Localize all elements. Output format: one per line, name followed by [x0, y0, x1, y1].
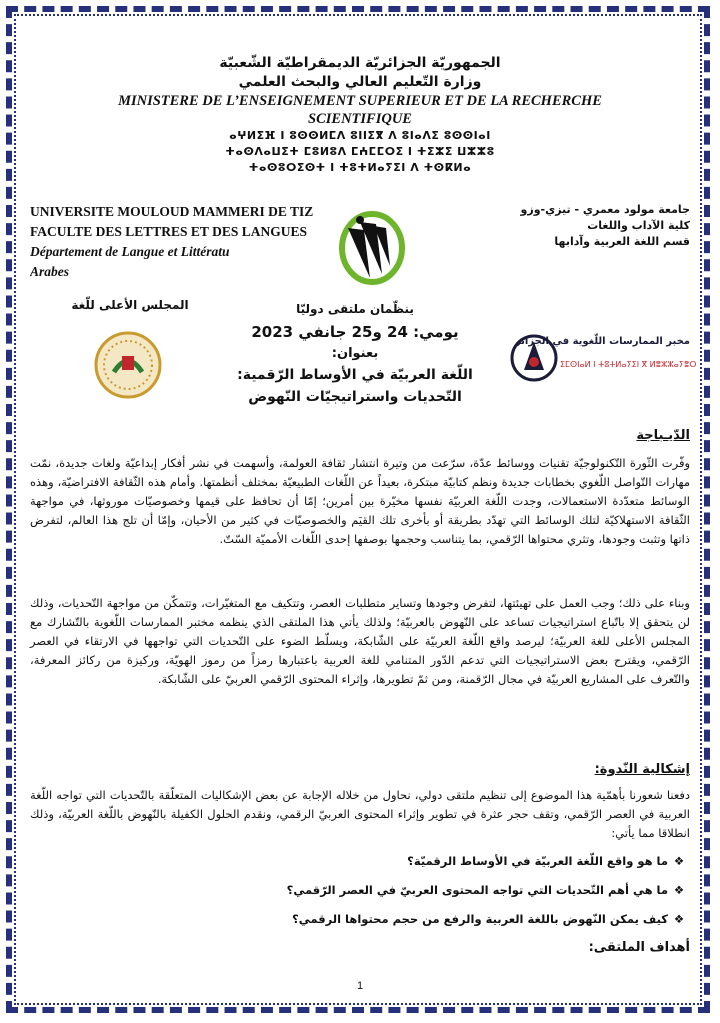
department-name-ar: قسم اللغة العربية وآدابها [554, 235, 690, 248]
bullet-diamond-icon: ❖ [673, 883, 685, 897]
university-name-ar: جامعة مولود معمري - تيزي-وزو [520, 203, 690, 216]
title-label: بعنوان: [331, 346, 379, 361]
objectives-heading: أهداف الملتقى: [588, 940, 690, 955]
university-row [30, 202, 690, 282]
ministry-title-ar: وزارة التّعليم العالي والبحث العلمي [238, 74, 482, 90]
question-item: ❖ما هو واقع اللّغة العربيّة في الأوساط الرقميّة؟ [70, 854, 690, 868]
department-name-fr-2: Arabes [30, 264, 70, 279]
organizes-text: ينظّمان ملتقى دوليّا [296, 302, 414, 316]
event-info [220, 298, 490, 408]
question-item: ❖كيف يمكن النّهوض باللغة العربية والرفع من حجم محتواها الرقمي؟ [70, 912, 690, 926]
tifinagh-line-2: ⵜⴰⵙⴷⴰⵡⵉⵜ ⵎⵓⵍⵓⴷ ⵎⵄⵎⵎⵔⵉ ⵏ ⵜⵉⵣⵉ ⵡⵣⵣⵓ [225, 145, 495, 158]
bullet-diamond-icon: ❖ [673, 912, 685, 926]
preamble-paragraph-2: وبناء على ذلك؛ وجب العمل على تهيئتها، لتفرض وجودها وتساير متطلبات العصر، وتتكيف مع المتغيّرات، وتتمكّن من مواجهة التّحديات، وذلك لن يتحقق إلا باتّباع استراتيجيات تساعد على النّهوض بالعربيّة؛ ولذلك يأتي هذا الملتقى الذي ينظمه مختبر الممارسات اللّغوية بالتّشارك مع المجلس الأعلى للغة العربيّة؛ ليرصد واقع اللّغة العربيّة على الشّابكة، ويسلّط الضوء على التّحديات التي تواجهها في الارتقاء في العصر الرّقمي، ويقترح بعض الاستراتيجيات التي تدعم الدّور المتنامي للغة العربية باعتبارها رمزاً من رموز الهويّة، وركيزة من ركائز المعرفة، والتّعرف على المشاريع العربيّة في مجال الرّقمنة، ومن ثمّ تطويرها، وإثراء المحتوى الرّقمي العربيّ على الشّابكة. [30, 596, 690, 686]
university-fr [30, 202, 330, 282]
event-title-1: اللّغة العربيّة في الأوساط الرّقمية: [237, 367, 473, 383]
republic-title: الجمهوريّة الجزائريّة الديمقراطيّة الشّعبيّة [219, 55, 501, 71]
tifinagh-line-1: ⴰⵖⵍⵉⴼ ⵏ ⵓⵙⵙⵍⵎⴷ ⵓⵏⵏⵉⴳ ⴷ ⵓⵏⴰⴷⵉ ⵓⵙⵙⵏⴰⵏ [229, 129, 491, 142]
council-logo-icon [92, 330, 164, 400]
bullet-diamond-icon: ❖ [673, 854, 685, 868]
lab-name-tifinagh: ⵉⵎⵙⵏⴰⵍ ⵏ ⵜⵓⵜⵍⴰⵢⵉⵏ ⴳ ⵍⴻⵣⵣⴰⵢⴻⵔ [560, 360, 697, 369]
question-item: ❖ما هي أهم التّحديات التي تواجه المحتوى العربيّ في العصر الرّقمي؟ [70, 883, 690, 897]
header [30, 54, 690, 176]
preamble-paragraph-1: وفّرت الثّورة التّكنولوجيّة تقنيات ووسائط عدّة، سرّعت من وتيرة انتشار ثقافة العولمة، وأسهمت في نشر أفكار إبداعيّة ولغات جديدة، نمّت مهارات التّواصل اللّغوي بخطابات جديدة ونظم كتابيّة مبتكرة، بعيداً عن اللّغات الطبيعيّة بمختلف أنظمتها. وأمام هذه الثّقافة الافتراضيّة، وهذه الوسائط متعدّدة الاستعمالات، وجدت اللّغة العربيّة نفسها مخيّرة بين أمرين؛ إمّا أن تحافظ على قيمها وخصوصيّات موروثها، في مواجهة الثّقافة الاستهلاكيّة لتلك الوسائط التي تهدّد بطريقة أو بأخرى تلك القيَم والخصوصيّات في كثير من الأحيان، وإمّا أن تلج هذا العالم، لتفرض ذاتها وتثبت وجودها، وتثري محتواها الرّقمي، بما يتناسب وحجمها بوصفها إحدى اللّغات الأمميّة السّتّ. [30, 456, 690, 546]
ministry-title-fr-2: SCIENTIFIQUE [308, 111, 412, 127]
event-title-2: التّحديات واستراتيجيّات النّهوض [248, 389, 462, 405]
problem-heading: إشكالية النّدوة: [594, 762, 690, 777]
university-logo-icon [330, 208, 406, 288]
faculty-name-ar: كلية الآداب واللغات [587, 219, 690, 232]
tifinagh-line-3: ⵜⴰⵙⵓⵔⵉⵙⵜ ⵏ ⵜⵓⵜⵍⴰⵢⵉⵏ ⴷ ⵜⵙⴽⵍⴰ [248, 161, 472, 174]
council-name: المجلس الأعلى للّغة [71, 298, 189, 312]
document-page [30, 40, 697, 995]
page-number: 1 [356, 980, 364, 992]
university-ar [510, 202, 690, 250]
event-block [30, 298, 697, 428]
event-dates: يومي: 24 و25 جانفي 2023 [251, 323, 459, 341]
department-name-fr: Département de Langue et Littératu [30, 244, 230, 259]
lab-logo [510, 320, 697, 390]
preamble-heading: الدّيـباجة [636, 428, 690, 443]
faculty-name-fr: FACULTE DES LETTRES ET DES LANGUES [30, 224, 307, 239]
lab-name: مخبر الممارسات اللّغوية في الجزائر [514, 336, 690, 347]
university-name-fr: UNIVERSITE MOULOUD MAMMERI DE TIZ [30, 204, 314, 219]
ministry-title-fr-1: MINISTERE DE L’ENSEIGNEMENT SUPERIEUR ET DE LA RECHERCHE [118, 93, 602, 109]
problem-paragraph: دفعنا شعورنا بأهمّية هذا الموضوع إلى تنظيم ملتقى دولي، نحاول من خلاله الإجابة عن بعض الإشكاليات المتعلّقة بالتّحديات التي تواجه اللّغة العربية في العصر الرّقمي، وتقف حجر عثرة في تطوير وإثراء المحتوى العربيّ الرقمي، ونقدم الحلول الكفيلة بالنّهوض باللّغة العربيّة، وذلك انطلاقا مما يأتي: [30, 788, 690, 840]
